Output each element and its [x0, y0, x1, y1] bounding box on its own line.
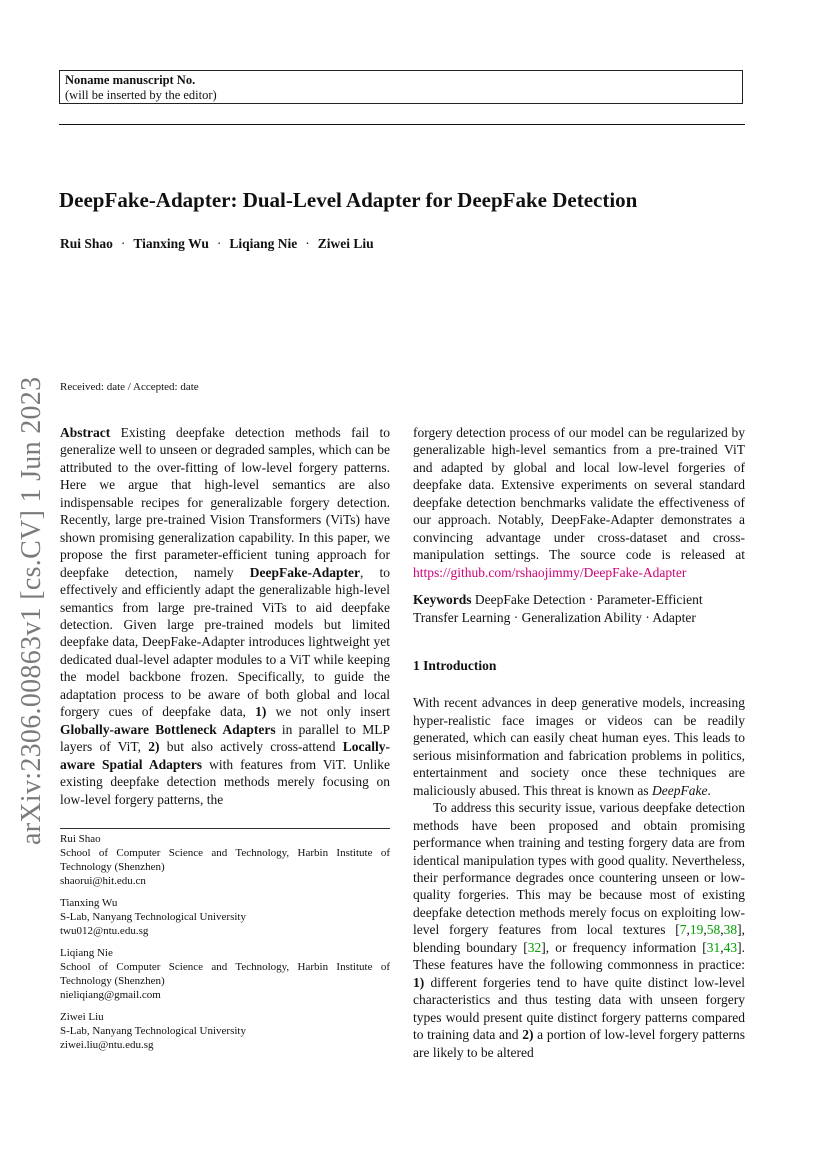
footnote-author	[60, 896, 390, 938]
footnote-affiliation: School of Computer Science and Technology, Harbin Institute of Technology (Shenzhen)	[60, 961, 390, 987]
abstract-span: forgery detection process of our model can be regularized by generalizable high-level semantics from a pre-trained ViT and adapted by global and local low-level forgeries of deepfake data. Extensive experiments on several standard deepfake detection benchmarks validate the effectiveness of our approach. Notably, DeepFake-Adapter demonstrates a convincing advantage under cross-dataset and cross-manipulation settings. The source code is released at	[413, 425, 745, 563]
intro-span: .	[707, 782, 711, 798]
citation-link[interactable]: 7	[679, 922, 687, 938]
intro-bold: 1)	[413, 974, 425, 990]
intro-span: With recent advances in deep generative models, increasing hyper-realistic face images or videos can be readily generated, which can easily cheat human eyes. This leads to serious misinformation and fabrication problems in politics, entertainment and society once these techniques are maliciously abused. This threat is known as	[413, 695, 745, 798]
section-heading: 1 Introduction	[413, 657, 497, 673]
intro-paragraph: To address this security issue, various deepfake detection methods have been proposed and obtain promising performance when training and testing forgery data are from identical manipulation types with good quality. Nevertheless, their performance degrades once countering unseen or low-quality forgeries. This may be because most of existing deepfake detection methods merely focus on exploiting low-level forgery features from local textures [7,19,58,38], blending boundary [32], or frequency information [31,43]. These features have the following commonness in practice: 1) different forgeries tend to have quite distinct low-level characteristics and thus testing data with unseen forgery types would present quite distinct forgery patterns compared to training data and 2) a portion of low-level forgery patterns are likely to be altered	[413, 800, 746, 1060]
manuscript-number: Noname manuscript No.	[65, 73, 196, 87]
footnote-affiliation: School of Computer Science and Technology, Harbin Institute of Technology (Shenzhen)	[60, 847, 390, 873]
author-separator: ·	[305, 236, 310, 251]
abstract-heading: Abstract	[60, 425, 111, 440]
method-name: DeepFake-Adapter	[249, 564, 360, 580]
footnote-name: Liqiang Nie	[60, 947, 113, 959]
keywords-text: DeepFake Detection · Parameter-Efficient Transfer Learning · Generalization Ability · Adapter	[413, 592, 703, 625]
keywords	[413, 591, 745, 626]
citation-link[interactable]: 32	[527, 939, 542, 955]
abstract-text	[60, 424, 390, 808]
footnote-affiliation: S-Lab, Nanyang Technological University	[60, 1025, 246, 1037]
citation-link[interactable]: 38	[723, 922, 738, 938]
abstract-span: , to effectively and efficiently adapt the generalizable high-level semantics from large pre-trained ViTs to aid deepfake detection. Given large pre-trained models but limited deepfake data, DeepFake-Adapter introduces lightweight yet dedicated dual-level adapter modules to a ViT while keeping the model backbone frozen. Specifically, to guide the adaptation process to be aware of both global and local forgery cues of deepfake data,	[60, 564, 390, 720]
abstract-span: in parallel to MLP layers of ViT,	[60, 721, 390, 755]
header-rule	[59, 124, 745, 125]
footnote-email: twu012@ntu.edu.sg	[60, 925, 149, 937]
footnote-name: Ziwei Liu	[60, 1011, 104, 1023]
abstract-span: with features from ViT. Unlike existing deepfake detection methods merely focusing on low-level forgery patterns, the	[60, 756, 390, 807]
deepfake-term: DeepFake	[651, 782, 708, 798]
footnote-email: nieliqiang@gmail.com	[60, 989, 161, 1001]
intro-bold: 2)	[522, 1027, 534, 1043]
footnote-name: Rui Shao	[60, 833, 101, 845]
source-code-link[interactable]: https://github.com/rshaojimmy/DeepFake-Adapter	[413, 564, 687, 580]
keywords-heading: Keywords	[413, 592, 472, 608]
intro-span: ], or frequency information [	[541, 939, 707, 955]
abstract-span: but also actively cross-attend	[159, 739, 343, 755]
intro-span: ], blending boundary [	[413, 922, 745, 955]
right-column	[413, 424, 745, 1061]
footnote-email: ziwei.liu@ntu.edu.sg	[60, 1039, 154, 1051]
citation-link[interactable]: 31	[706, 939, 721, 955]
author-name: Liqiang Nie	[229, 236, 298, 251]
citation-link[interactable]: 19	[689, 922, 704, 938]
abstract-bold: Locally-aware Spatial Adapters	[60, 739, 390, 772]
footnote-rule	[60, 828, 390, 829]
author-name: Rui Shao	[60, 236, 113, 251]
author-name: Tianxing Wu	[133, 236, 209, 251]
intro-span: To address this security issue, various deepfake detection methods have been proposed and obtain promising performance when training and testing forgery data are from identical manipulation types with good quality. Nevertheless, their performance degrades once countering unseen or low-quality forgeries. This may be because most of existing deepfake detection methods merely focus on exploiting low-level forgery features from local textures [	[413, 800, 745, 938]
editor-note: (will be inserted by the editor)	[65, 88, 217, 102]
intro-span: a portion of low-level forgery patterns are likely to be altered	[413, 1027, 746, 1060]
footnote-affiliation: S-Lab, Nanyang Technological University	[60, 911, 246, 923]
abstract-span: we not only insert	[266, 704, 390, 720]
citation-link[interactable]: 58	[706, 922, 721, 938]
footnote-name: Tianxing Wu	[60, 897, 118, 909]
footnote-author	[60, 832, 390, 888]
intro-paragraph	[413, 694, 745, 799]
intro-span: different forgeries tend to have quite distinct low-level characteristics and thus testing data with unseen forgery types would present quite distinct forgery patterns compared to training data and	[413, 974, 745, 1043]
abstract-bold: 2)	[148, 739, 160, 755]
intro-span: ]. These features have the following commonness in practice:	[413, 939, 745, 973]
abstract-column-left	[60, 424, 390, 808]
citation-link[interactable]: 43	[723, 939, 738, 955]
author-footnotes	[60, 832, 390, 1060]
author-separator: ·	[216, 236, 222, 251]
footnote-author	[60, 946, 390, 1002]
abstract-continuation	[413, 424, 745, 581]
footnote-email: shaorui@hit.edu.cn	[60, 875, 146, 887]
abstract-span: Existing deepfake detection methods fail to generalize well to unseen or degraded samples, which can be attributed to the over-fitting of low-level forgery patterns. Here we argue that high-level semantics are also indispensable recipes for generalizable forgery detection. Recently, large pre-trained Vision Transformers (ViTs) have shown promising generalization capability. In this paper, we propose the first parameter-efficient tuning approach for deepfake detection, namely	[60, 425, 390, 580]
abstract-bold: Globally-aware Bottleneck Adapters	[60, 721, 276, 737]
footnote-author	[60, 1010, 390, 1052]
arxiv-stamp: arXiv:2306.00863v1 [cs.CV] 1 Jun 2023	[16, 376, 47, 845]
author-name: Ziwei Liu	[317, 236, 374, 251]
author-list	[60, 236, 374, 252]
author-separator: ·	[120, 236, 126, 251]
editor-box	[59, 70, 743, 104]
received-date: Received: date / Accepted: date	[60, 381, 199, 393]
paper-title: DeepFake-Adapter: Dual-Level Adapter for DeepFake Detection	[59, 188, 638, 212]
abstract-bold: 1)	[255, 704, 267, 720]
